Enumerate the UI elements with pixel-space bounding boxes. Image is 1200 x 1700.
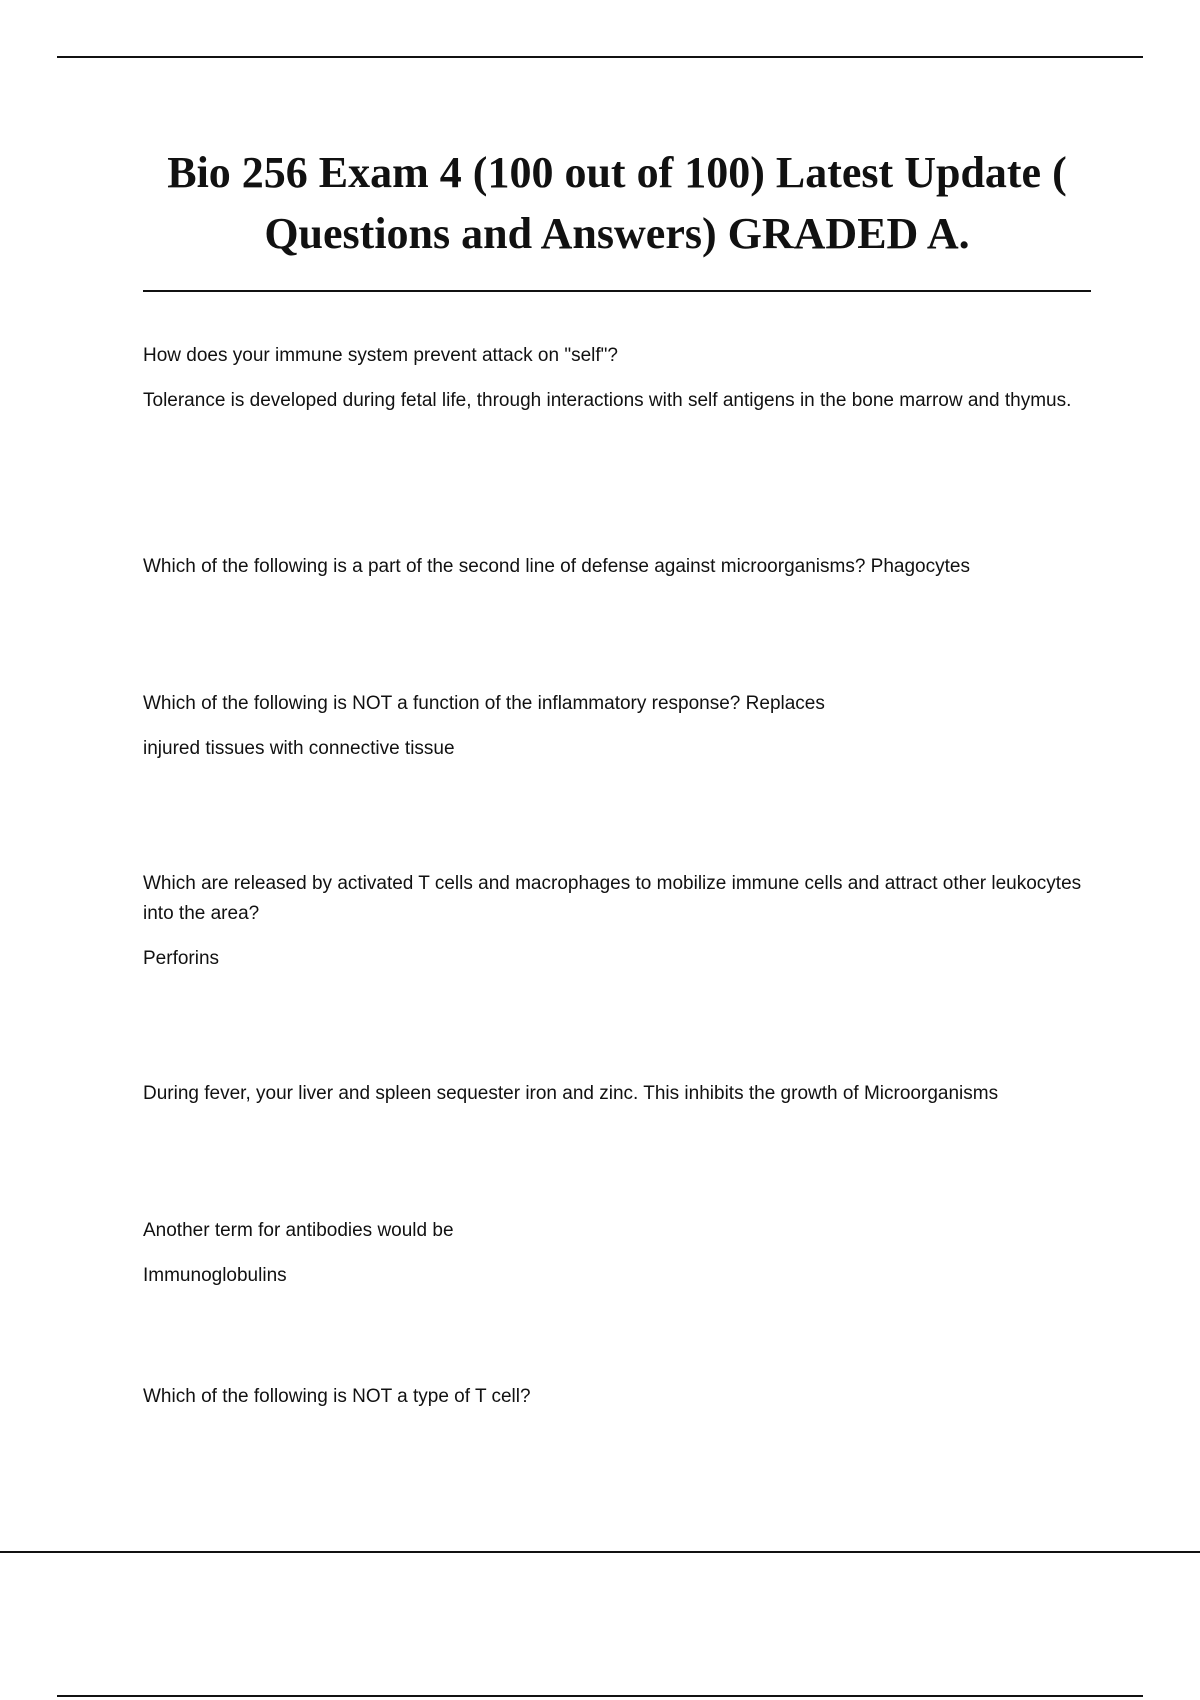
qa-item-5 bbox=[143, 1079, 1091, 1109]
answer-text: Immunoglobulins bbox=[143, 1265, 287, 1286]
qa-item-4 bbox=[143, 869, 1091, 974]
answer-text: Tolerance is developed during fetal life, through interactions with self antigens in the bone marrow and thymus. bbox=[143, 390, 1072, 411]
title-underline bbox=[143, 290, 1091, 292]
page-break-rule bbox=[0, 1551, 1200, 1553]
title-line-2: Questions and Answers) GRADED A. bbox=[264, 209, 970, 258]
question-text: How does your immune system prevent attack on "self"? bbox=[143, 345, 618, 366]
answer-text: Perforins bbox=[143, 948, 220, 969]
question-text: Which of the following is NOT a type of T cell? bbox=[143, 1386, 531, 1407]
question-text: During fever, your liver and spleen sequester iron and zinc. This inhibits the growth of Microorganisms bbox=[143, 1083, 999, 1104]
question-text: Another term for antibodies would be bbox=[143, 1220, 454, 1241]
document-title bbox=[143, 142, 1091, 264]
qa-item-1 bbox=[143, 341, 1091, 416]
question-text: Which are released by activated T cells and macrophages to mobilize immune cells and attract other leukocytes into the area? bbox=[143, 873, 1082, 924]
qa-item-3 bbox=[143, 689, 1091, 764]
qa-item-2 bbox=[143, 552, 1091, 582]
question-text: Which of the following is NOT a function of the inflammatory response? Replaces bbox=[143, 693, 825, 714]
answer-text: injured tissues with connective tissue bbox=[143, 738, 455, 759]
question-text: Which of the following is a part of the second line of defense against microorganisms? Phagocytes bbox=[143, 556, 970, 577]
qa-item-7 bbox=[143, 1382, 1091, 1412]
qa-item-6 bbox=[143, 1216, 1091, 1291]
bottom-rule bbox=[57, 1695, 1143, 1697]
top-rule bbox=[57, 56, 1143, 58]
title-line-1: Bio 256 Exam 4 (100 out of 100) Latest Update ( bbox=[167, 148, 1067, 197]
